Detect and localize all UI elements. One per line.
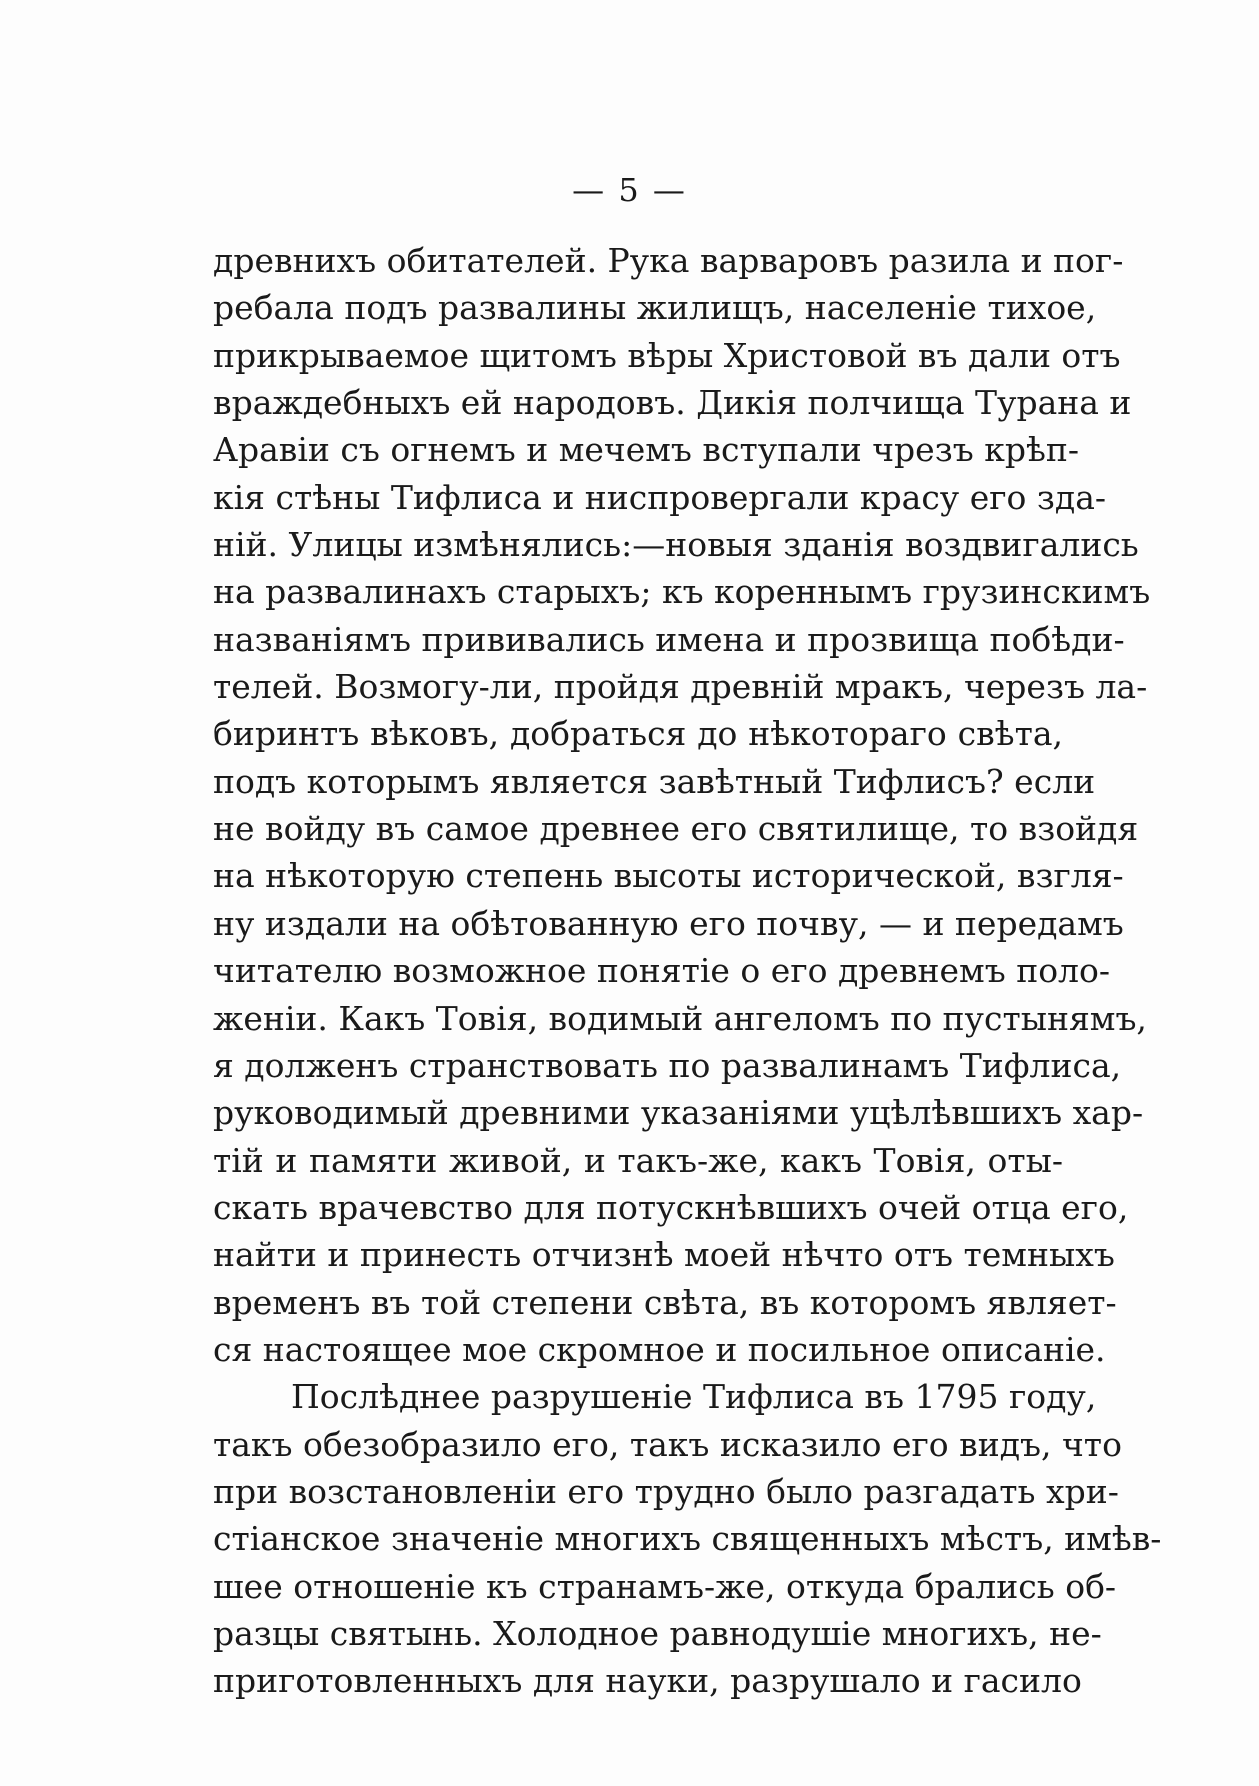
- text-line: такъ обезобразило его, такъ исказило его видъ, что: [213, 1424, 1122, 1464]
- text-line: разцы святынь. Холодное равнодушiе многихъ, не-: [213, 1613, 1102, 1653]
- text-line: скать врачевство для потускнѣвшихъ очей отца его,: [213, 1187, 1129, 1227]
- text-line: женiи. Какъ Товiя, водимый ангеломъ по пустынямъ,: [213, 998, 1147, 1038]
- text-line: подъ которымъ является завѣтный Тифлисъ? если: [213, 761, 1096, 801]
- text-line: тiй и памяти живой, и такъ-же, какъ Товiя, оты-: [213, 1140, 1063, 1180]
- page-number: — 5 —: [572, 171, 687, 209]
- paragraph-last-line: ся настоящее мое скромное и посильное описанiе.: [213, 1329, 1106, 1369]
- text-line: при возстановленiи его трудно было разгадать хри-: [213, 1471, 1119, 1511]
- text-line: биринтъ вѣковъ, добраться до нѣкотораго свѣта,: [213, 714, 1063, 754]
- text-line: стiанское значенiе многихъ священныхъ мѣстъ, имѣв-: [213, 1519, 1162, 1559]
- text-line: я долженъ странствовать по развалинамъ Тифлиса,: [213, 1045, 1122, 1085]
- text-line: шее отношенiе къ странамъ-же, откуда брались об-: [213, 1566, 1117, 1606]
- text-line: нiй. Улицы измѣнялись:—новыя зданiя воздвигались: [213, 525, 1139, 565]
- text-line: названiямъ прививались имена и прозвища побѣди-: [213, 619, 1125, 659]
- text-line: Аравiи съ огнемъ и мечемъ вступали чрезъ крѣп-: [213, 430, 1079, 470]
- text-line: ну издали на обѣтованную его почву, — и передамъ: [213, 903, 1124, 943]
- body-text: [213, 237, 1162, 1705]
- text-line: руководимый древними указанiями уцѣлѣвшихъ хар-: [213, 1093, 1144, 1133]
- text-line: читателю возможное понятiе о его древнемъ поло-: [213, 951, 1111, 991]
- text-line: телей. Возмогу-ли, пройдя древнiй мракъ, черезъ ла-: [213, 667, 1148, 707]
- paragraph-first-line: Послѣднее разрушенiе Тифлиса въ 1795 году,: [291, 1377, 1097, 1417]
- text-line: на нѣкоторую степень высоты исторической, взгля-: [213, 856, 1124, 896]
- text-line: древнихъ обитателей. Рука варваровъ разила и пог-: [213, 241, 1124, 280]
- text-line: приготовленныхъ для науки, разрушало и гасило: [213, 1661, 1082, 1701]
- text-line: найти и принесть отчизнѣ моей нѣчто отъ темныхъ: [213, 1235, 1115, 1275]
- text-line: временъ въ той степени свѣта, въ которомъ являет-: [213, 1282, 1117, 1322]
- text-line: враждебныхъ ей народовъ. Дикiя полчища Турана и: [213, 383, 1132, 423]
- text-line: кiя стѣны Тифлиса и ниспровергали красу его зда-: [213, 477, 1107, 517]
- text-line: на развалинахъ старыхъ; къ кореннымъ грузинскимъ: [213, 572, 1151, 612]
- text-line: прикрываемое щитомъ вѣры Христовой въ дали отъ: [213, 335, 1121, 375]
- text-line: не войду въ самое древнее его святилище, то взойдя: [213, 809, 1139, 849]
- text-line: ребала подъ развалины жилищъ, населенiе тихое,: [213, 288, 1097, 328]
